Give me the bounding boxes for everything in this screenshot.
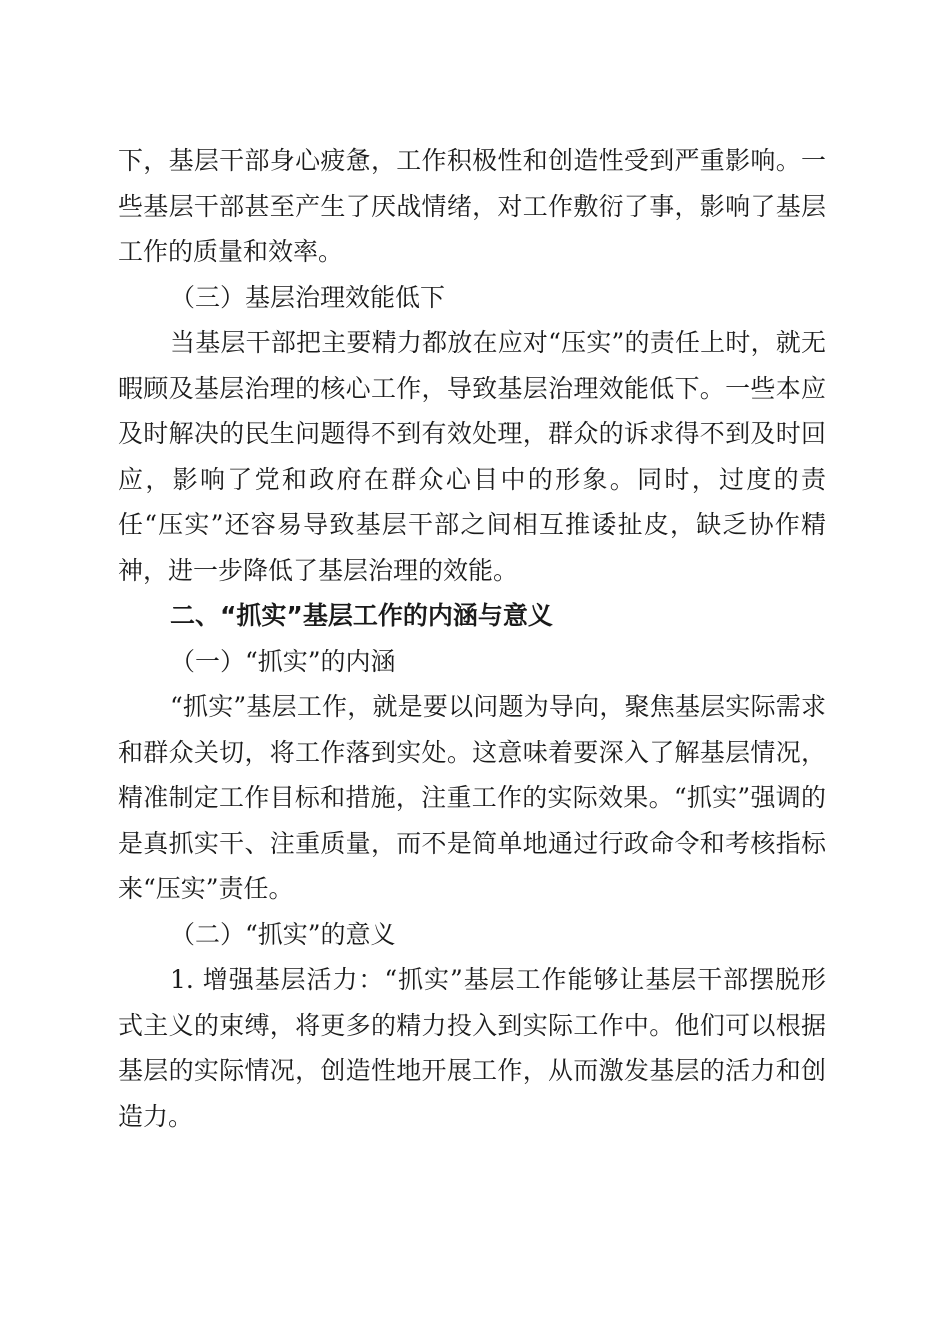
paragraph-enhance-vitality: 1. 增强基层活力：“抓实”基层工作能够让基层干部摆脱形式主义的束缚，将更多的精力投入到实际工作中。他们可以根据基层的实际情况，创造性地开展工作，从而激发基层的活力和创造力。 (118, 965, 826, 1131)
paragraph-zhuashi-meaning: “抓实”基层工作，就是要以问题为导向，聚焦基层实际需求和群众关切，将工作落到实处。这意味着要深入了解基层情况，精准制定工作目标和措施，注重工作的实际效果。“抓实”强调的是真抓实干、注重质量，而不是简单地通过行政命令和考核指标来“压实”责任。 (118, 692, 826, 903)
paragraph-continued: 下，基层干部身心疲惫，工作积极性和创造性受到严重影响。一些基层干部甚至产生了厌战情绪，对工作敷衍了事，影响了基层工作的质量和效率。 (118, 146, 826, 266)
subheading-governance-efficiency: （三）基层治理效能低下 (170, 282, 446, 312)
paragraph-governance-efficiency: 当基层干部把主要精力都放在应对“压实”的责任上时，就无暇顾及基层治理的核心工作，导致基层治理效能低下。一些本应及时解决的民生问题得不到有效处理，群众的诉求得不到及时回应，影响了党和政府在群众心目中的形象。同时，过度的责任“压实”还容易导致基层干部之间相互推诿扯皮，缺乏协作精神，进一步降低了基层治理的效能。 (118, 328, 826, 585)
section-heading-zhuashi: 二、“抓实”基层工作的内涵与意义 (170, 601, 553, 630)
subheading-zhuashi-meaning: （一）“抓实”的内涵 (170, 646, 396, 676)
subheading-zhuashi-significance: （二）“抓实”的意义 (170, 919, 396, 949)
document-page (118, 138, 826, 1139)
